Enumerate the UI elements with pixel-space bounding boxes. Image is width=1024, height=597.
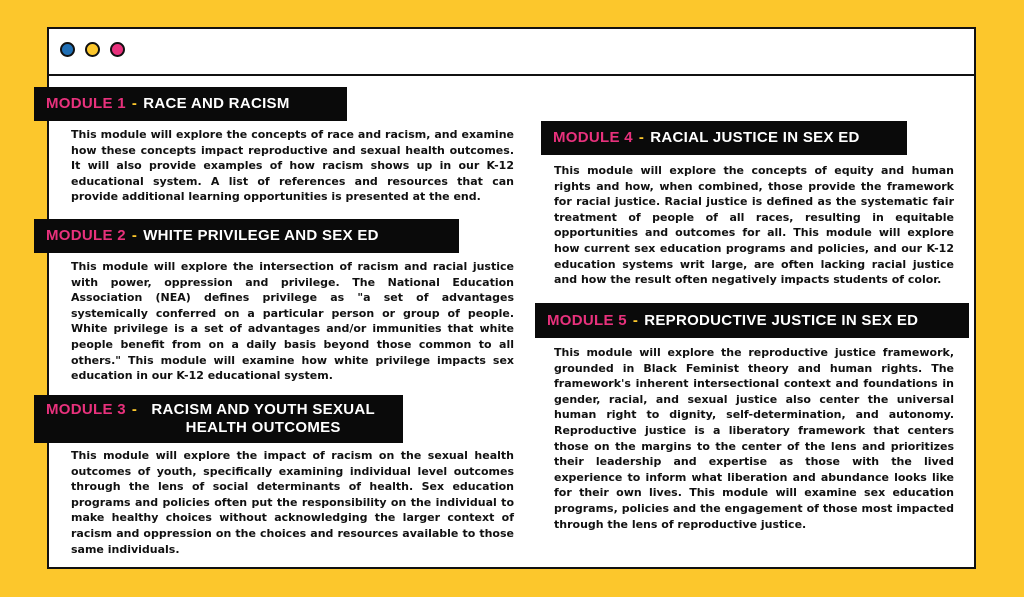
- module-5-banner: [535, 303, 969, 338]
- window-titlebar: [49, 29, 974, 76]
- module-4-description: This module will explore the concepts of equity and human rights and how, when combined, those provide the framework for racial justice. Racial justice is defined as the systematic fair treatment of people of all races, resulting in equitable opportunities and outcomes for all. This module will explore how current sex education programs and policies, and our K-12 education systems writ large, are often lacking racial justice and how the result often negatively impacts students of color.: [554, 164, 954, 287]
- module-2-description: This module will explore the intersection of racism and racial justice with power, oppression and privilege. The National Education Association (NEA) defines privilege as "a set of advantages systemically conferred on a particular person or group of people. White privilege is a set of advantages and/or immunities that white people benefit from on a daily basis beyond those common to all others." This module will examine how white privilege impacts sex education in our K-12 educational system.: [71, 260, 514, 383]
- yellow-window-dot-icon: [85, 42, 100, 57]
- module-1-label: MODULE 1: [46, 95, 126, 112]
- module-3-dash: -: [131, 401, 138, 418]
- module-3-title: RACISM AND YOUTH SEXUAL HEALTH OUTCOMES: [151, 401, 375, 436]
- module-1-banner: [34, 87, 347, 121]
- module-2-dash: -: [131, 227, 138, 244]
- module-5-description: This module will explore the reproductive justice framework, grounded in Black Feminist theory and human rights. The framework's inherent intersectional context and foundations in gender, racial, and sexual justice also center the universal human right to dignity, self-determination, and autonomy. Reproductive justice is a liberatory framework that centers those on the margins to the center of the lens and prioritizes their leadership and expertise as those with the lived experience to inform what liberation and abundance looks like for their own lives. This module will examine sex education programs, policies and the engagement of those most impacted through the lens of reproductive justice.: [554, 346, 954, 531]
- module-4-banner: [541, 121, 907, 155]
- module-3-description: This module will explore the impact of racism on the sexual health outcomes of youth, specifically examining individual level outcomes through the lens of social determinants of health. Sex education programs and policies often put the responsibility on the individual to make healthy choices without acknowledging the larger context of racism and oppression on the choices and resources available to those same individuals.: [71, 449, 514, 556]
- module-2-banner: [34, 219, 459, 253]
- module-1-description: This module will explore the concepts of race and racism, and examine how these concepts impact reproductive and sexual health outcomes. It will also provide examples of how racism shows up in our K-12 educational system. A list of references and resources that can provide additional learning opportunities is presented at the end.: [71, 128, 514, 204]
- module-5-dash: -: [632, 311, 639, 329]
- module-1-title: RACE AND RACISM: [143, 95, 290, 112]
- module-5-title: REPRODUCTIVE JUSTICE IN SEX ED: [644, 311, 919, 329]
- pink-window-dot-icon: [110, 42, 125, 57]
- module-2-title: WHITE PRIVILEGE AND SEX ED: [143, 227, 379, 244]
- module-4-title: RACIAL JUSTICE IN SEX ED: [650, 129, 860, 146]
- module-2-label: MODULE 2: [46, 227, 126, 244]
- module-4-dash: -: [638, 129, 645, 146]
- module-4-label: MODULE 4: [553, 129, 633, 146]
- module-3-banner: [34, 395, 403, 443]
- blue-window-dot-icon: [60, 42, 75, 57]
- module-5-label: MODULE 5: [547, 311, 627, 329]
- module-3-label: MODULE 3: [46, 401, 126, 418]
- module-1-dash: -: [131, 95, 138, 112]
